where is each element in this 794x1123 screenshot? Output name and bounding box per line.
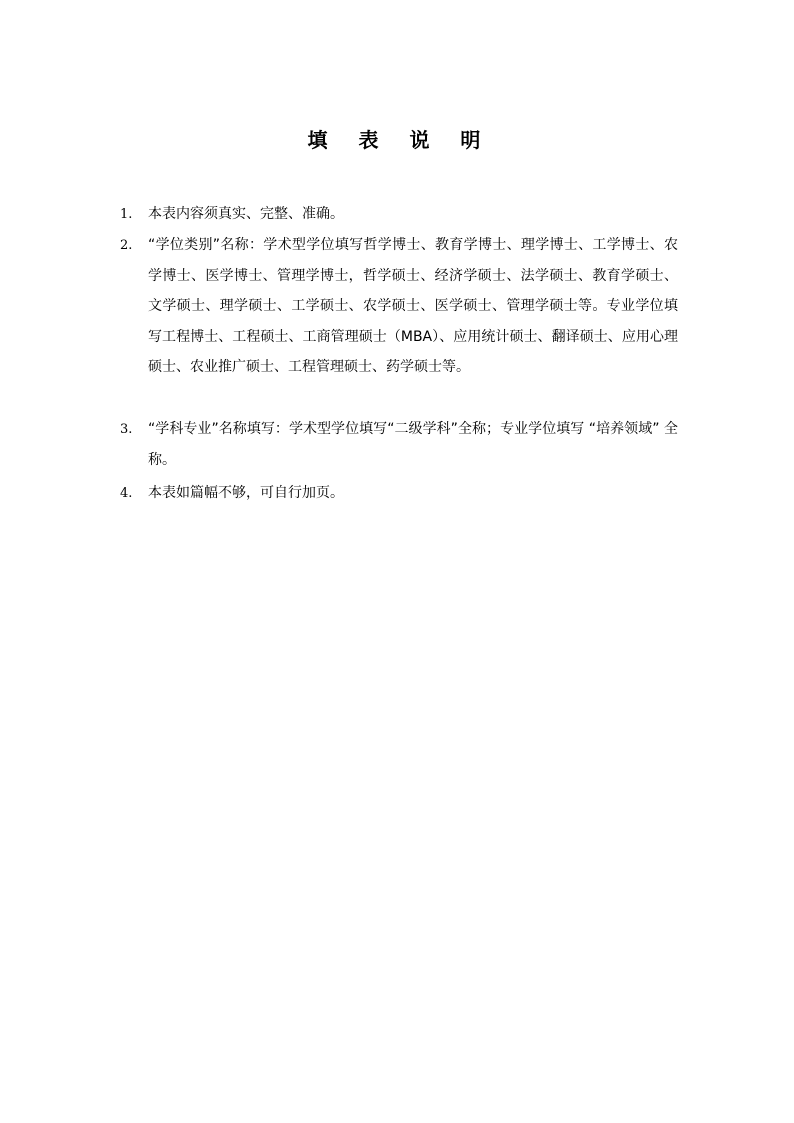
page-title: 填 表 说 明	[307, 128, 493, 152]
item-number: 1.	[120, 207, 133, 222]
item-text: 本表如篇幅不够，可自行加页。	[148, 485, 344, 501]
item-text: “学科专业”名称填写：学术型学位填写“二级学科”全称；专业学位填写 “培养领域” 全称。	[148, 421, 678, 468]
item-number: 2.	[120, 238, 133, 253]
item-text: “学位类别”名称：学术型学位填写哲学博士、教育学博士、理学博士、工学博士、农学博士、医学博士、管理学博士，哲学硕士、经济学硕士、法学硕士、教育学硕士、文学硕士、理学硕士、工学硕士、农学硕士、医学硕士、管理学硕士等。专业学位填写工程博士、工程硕士、工商管理硕士（MBA）、应用统计硕士、翻译硕士、应用心理硕士、农业推广硕士、工程管理硕士、药学硕士等。	[148, 237, 678, 375]
item-number: 4.	[120, 486, 133, 501]
item-text: 本表内容须真实、完整、准确。	[148, 206, 344, 222]
item-number: 3.	[120, 422, 133, 437]
